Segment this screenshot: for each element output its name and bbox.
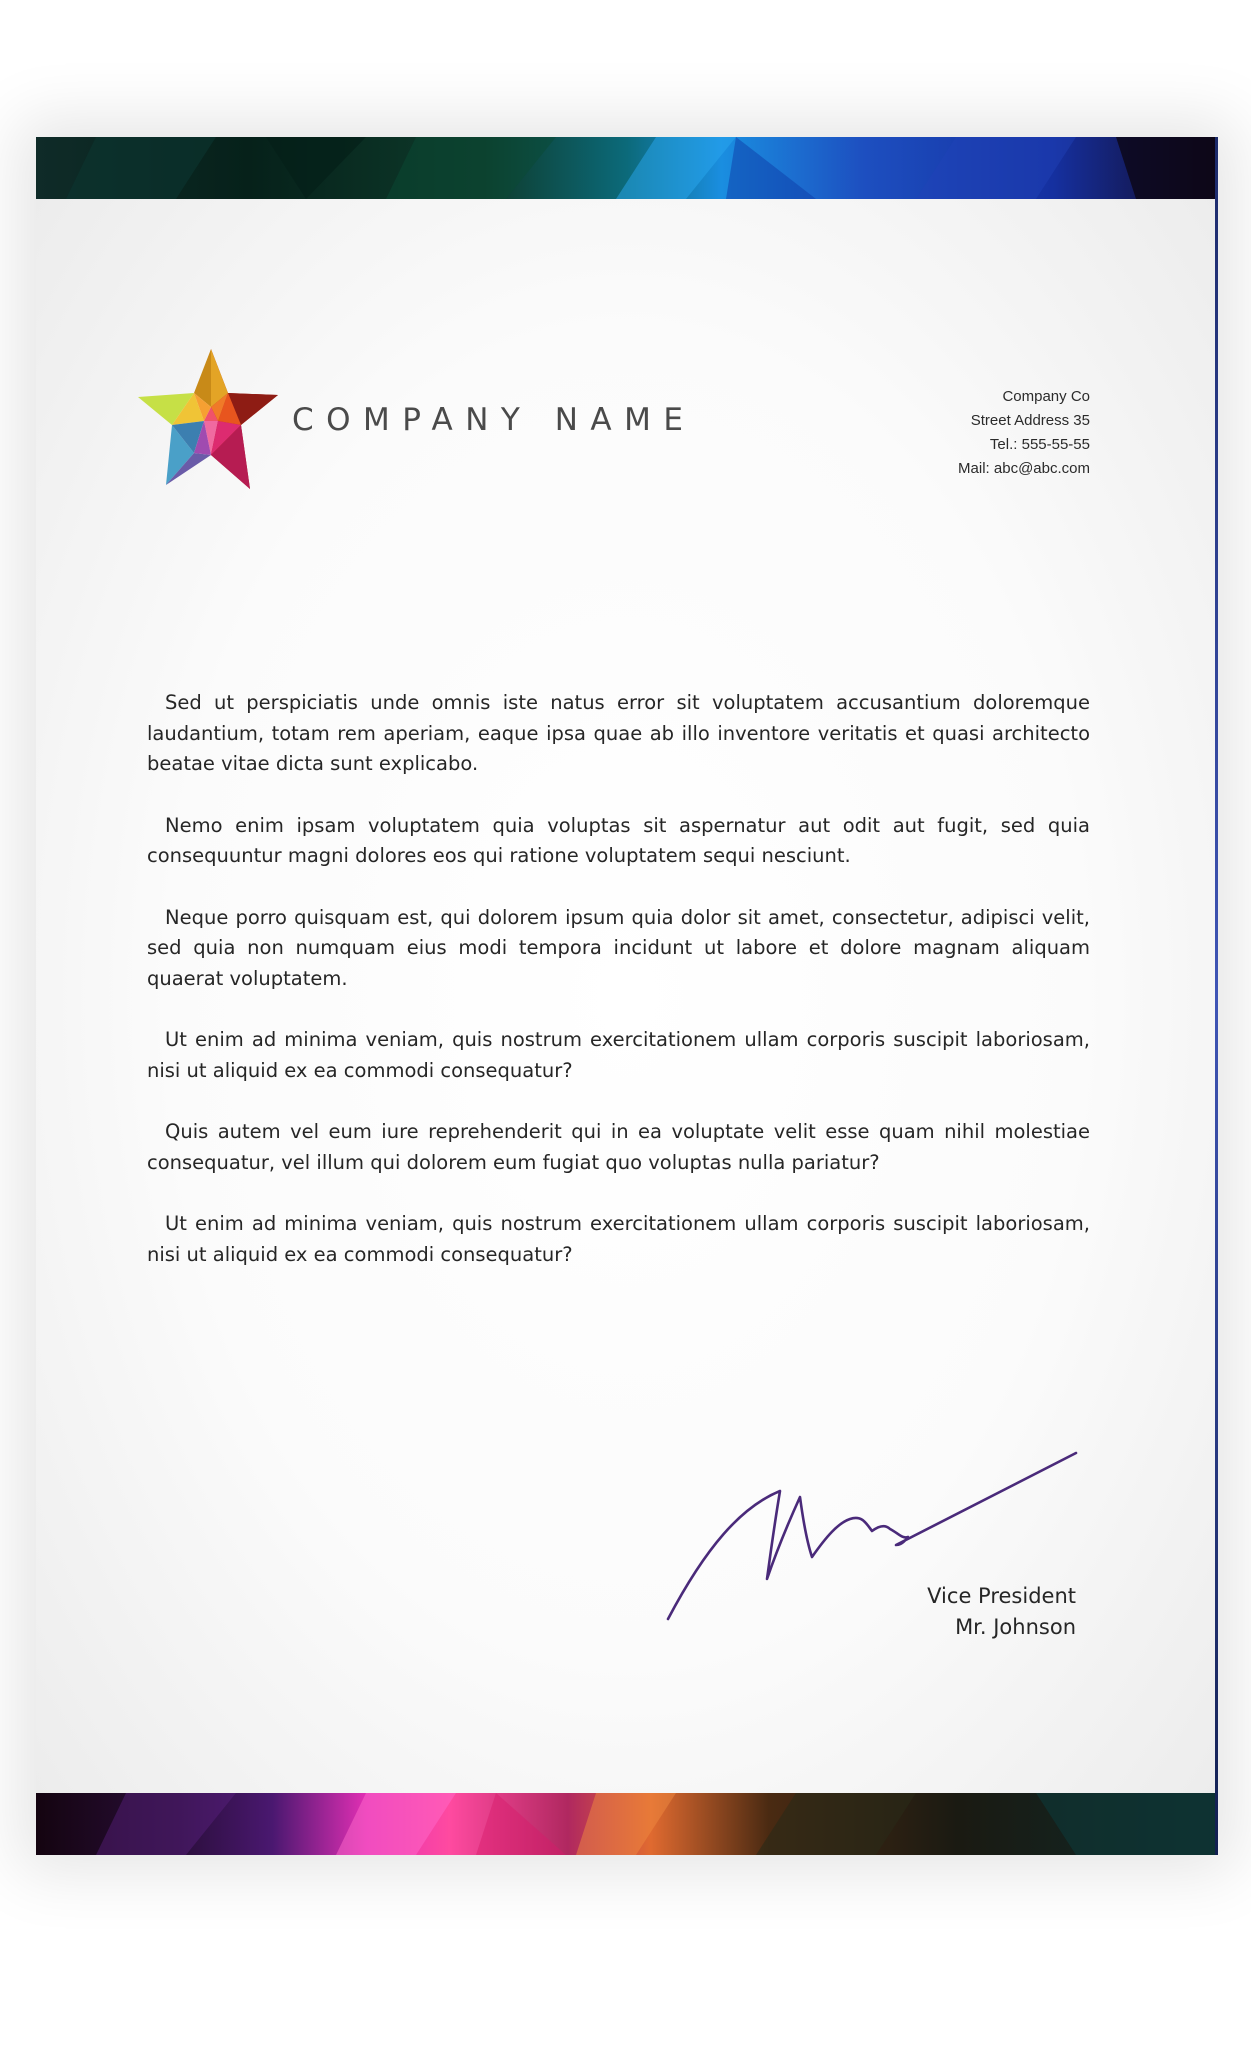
contact-company: Company Co <box>1002 388 1090 405</box>
bottom-decorative-band <box>36 1793 1218 1855</box>
contact-block <box>958 385 1090 481</box>
company-name: COMPANY NAME <box>292 402 696 438</box>
signatory-name: Mr. Johnson <box>955 1615 1076 1639</box>
body-paragraph: Ut enim ad minima veniam, quis nostrum exercitationem ullam corporis suscipit laboriosam, nisi ut aliquid ex ea commodi consequatur? <box>147 1028 1090 1082</box>
letter-body <box>147 688 1090 1301</box>
body-paragraph: Nemo enim ipsam voluptatem quia voluptas sit aspernatur aut odit aut fugit, sed quia consequuntur magni dolores eos qui ratione voluptatem sequi nesciunt. <box>147 813 1090 867</box>
top-decorative-band <box>36 137 1218 199</box>
signature-block <box>927 1581 1076 1643</box>
contact-tel: Tel.: 555-55-55 <box>989 436 1090 453</box>
body-paragraph: Quis autem vel eum iure reprehenderit qui in ea voluptate velit esse quam nihil molestiae consequatur, vel illum qui dolorem eum fugiat quo voluptas nulla pariatur? <box>147 1120 1090 1174</box>
body-paragraph: Ut enim ad minima veniam, quis nostrum exercitationem ullam corporis suscipit laboriosam, nisi ut aliquid ex ea commodi consequatur? <box>147 1212 1090 1266</box>
body-paragraph: Sed ut perspiciatis unde omnis iste natus error sit voluptatem accusantium doloremque laudantium, totam rem aperiam, eaque ipsa quae ab illo inventore veritatis et quasi architecto beatae vitae dicta sunt explicabo. <box>147 691 1090 775</box>
contact-mail: Mail: abc@abc.com <box>958 460 1090 477</box>
body-paragraph: Neque porro quisquam est, qui dolorem ipsum quia dolor sit amet, consectetur, adipisci velit, sed quia non numquam eius modi tempora incidunt ut labore et dolore magnam aliquam quaerat voluptatem. <box>147 905 1090 990</box>
signatory-title: Vice President <box>927 1584 1076 1608</box>
multicolor-star-icon <box>138 349 284 489</box>
letterhead-page <box>36 137 1218 1855</box>
contact-street: Street Address 35 <box>970 412 1090 429</box>
